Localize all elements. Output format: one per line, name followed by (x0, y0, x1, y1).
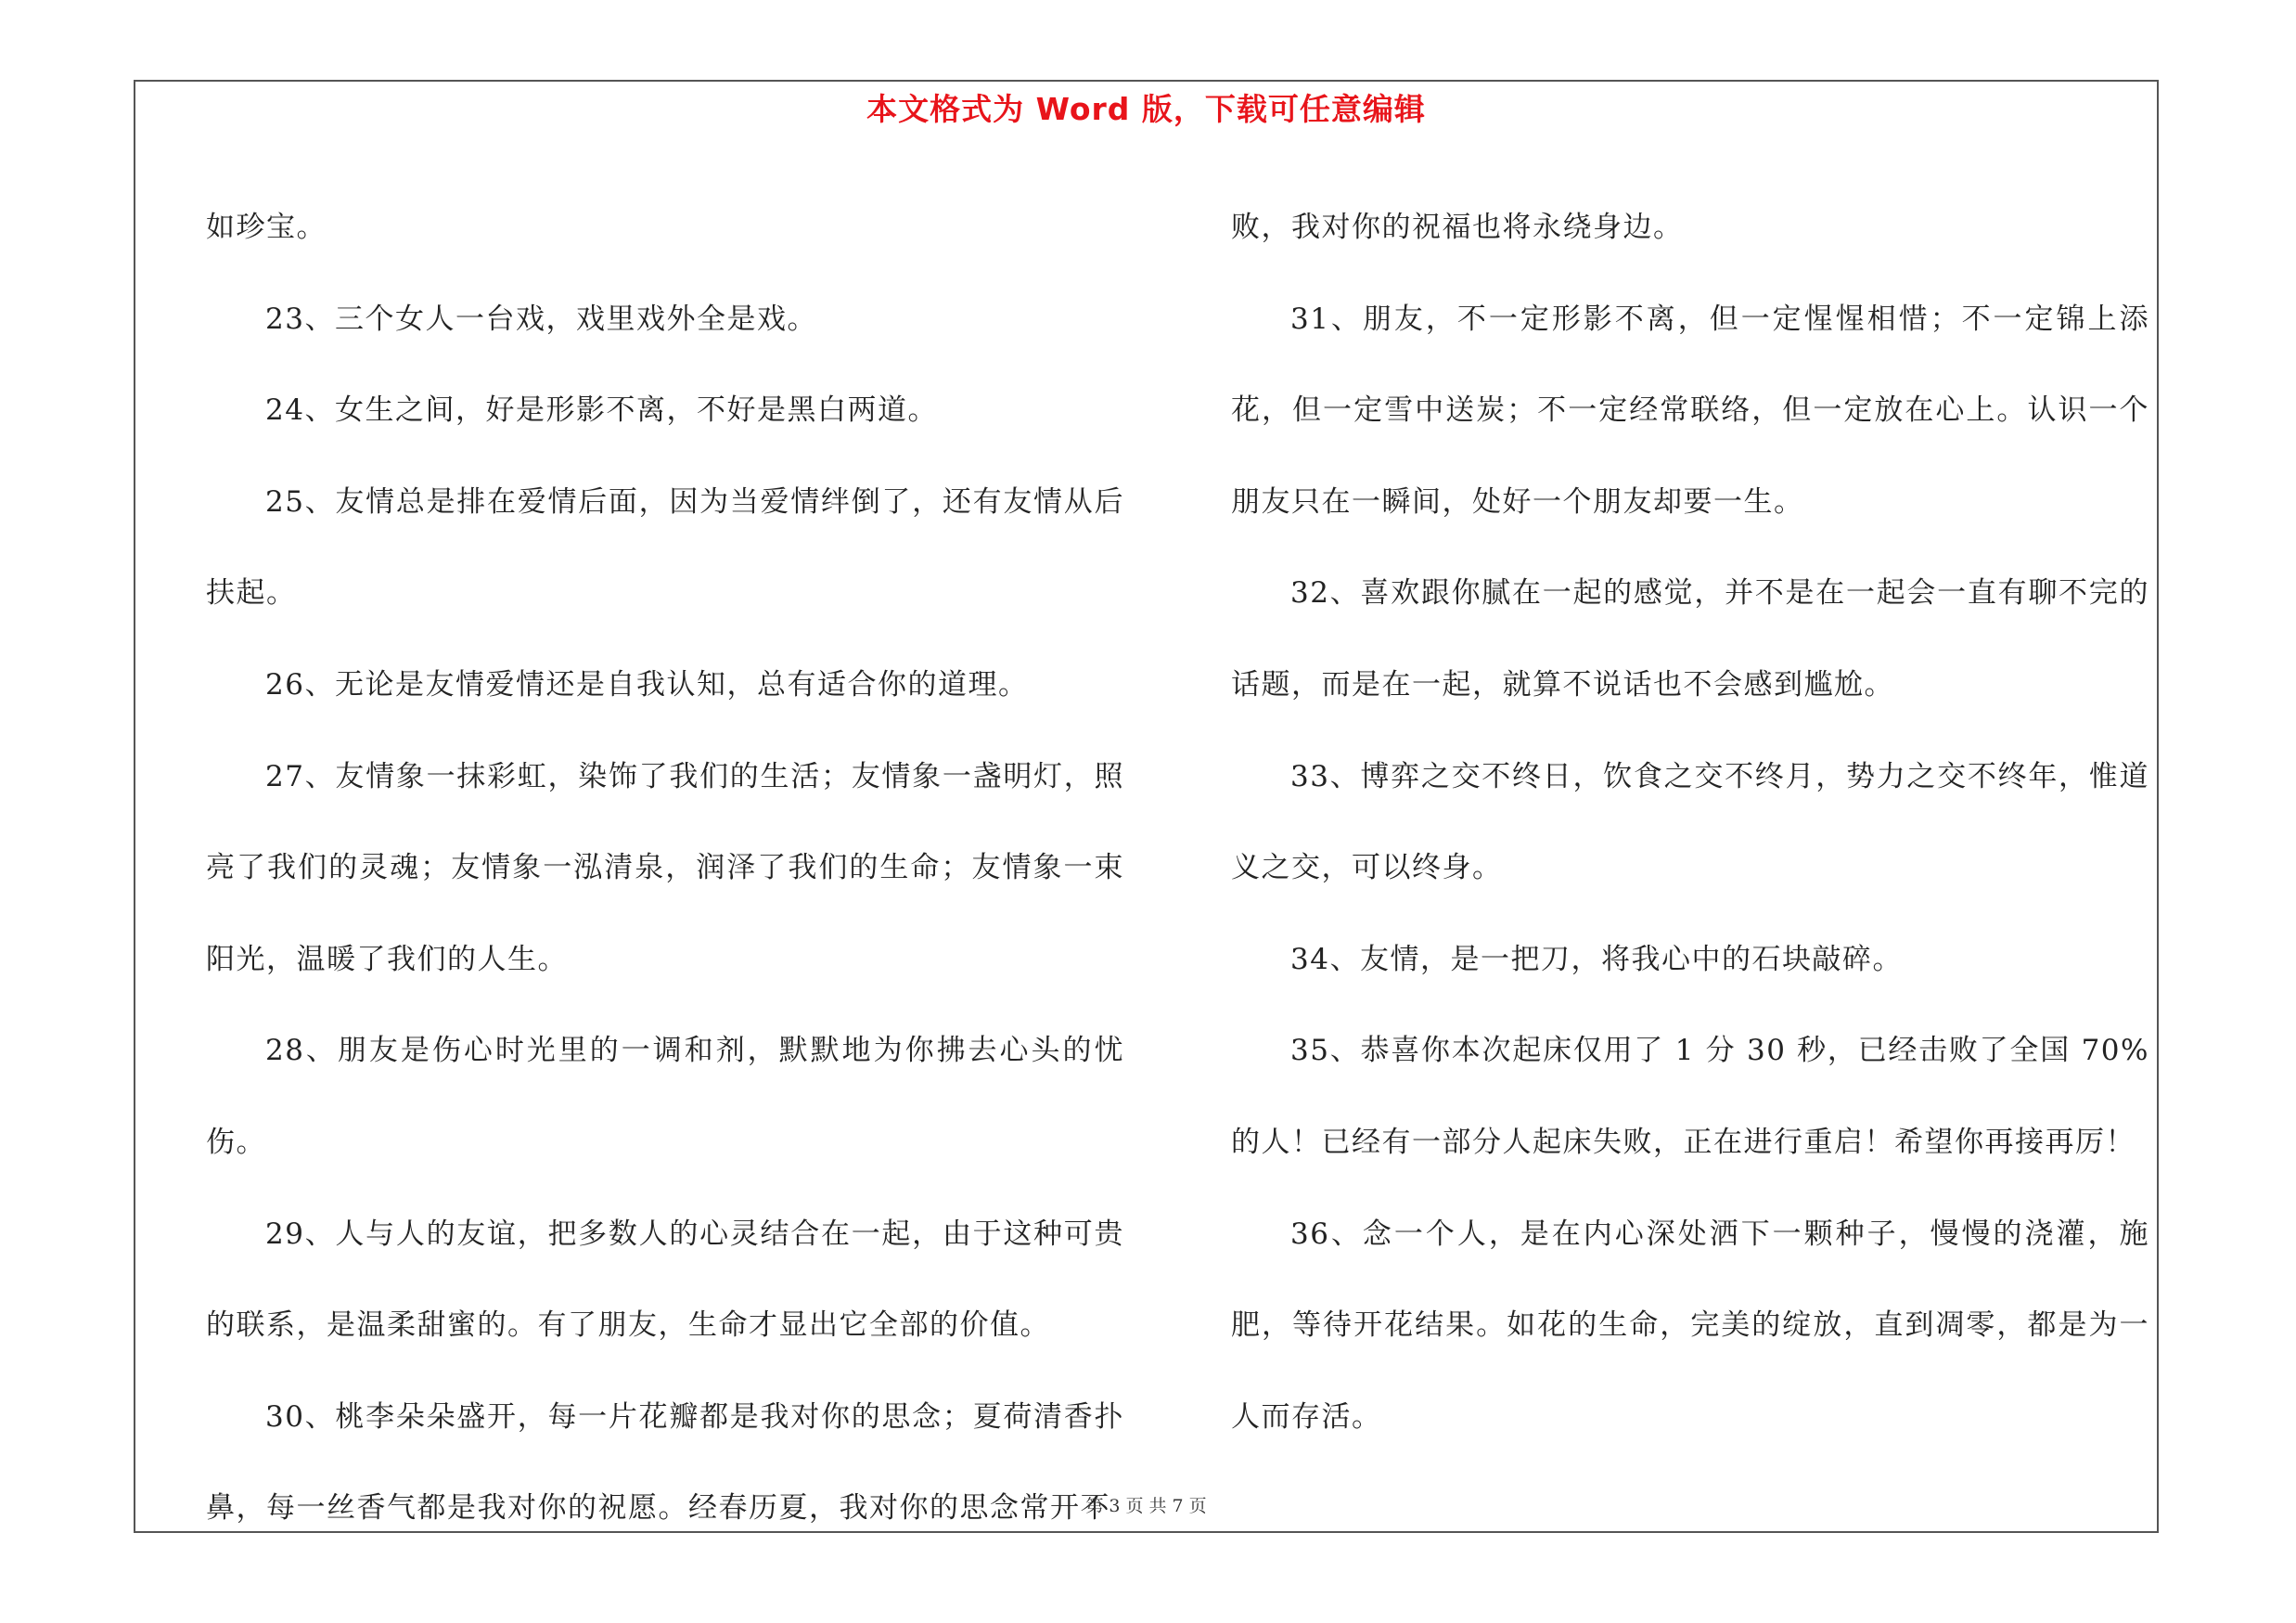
paragraph: 27、友情象一抹彩虹，染饰了我们的生活；友情象一盏明灯，照亮了我们的灵魂；友情象一泓清泉，润泽了我们的生命；友情象一束阳光，温暖了我们的人生。 (206, 759, 1124, 976)
paragraph: 31、朋友，不一定形影不离，但一定惺惺相惜；不一定锦上添花，但一定雪中送炭；不一定经常联络，但一定放在心上。认识一个朋友只在一瞬间，处好一个朋友却要一生。 (1231, 302, 2149, 519)
left-text-column (206, 182, 1124, 1554)
paragraph: 28、朋友是伤心时光里的一调和剂，默默地为你拂去心头的忧伤。 (206, 1034, 1124, 1159)
paragraph: 如珍宝。 (206, 211, 327, 244)
paragraph: 32、喜欢跟你腻在一起的感觉，并不是在一起会一直有聊不完的话题，而是在一起，就算不说话也不会感到尴尬。 (1231, 576, 2149, 702)
paragraph: 败，我对你的祝福也将永绕身边。 (1231, 211, 1684, 244)
right-text-column (1231, 182, 2149, 1462)
paragraph: 36、念一个人，是在内心深处洒下一颗种子，慢慢的浇灌，施肥，等待开花结果。如花的生命，完美的绽放，直到凋零，都是为一人而存活。 (1231, 1217, 2149, 1434)
paragraph: 23、三个女人一台戏，戏里戏外全是戏。 (265, 302, 817, 336)
word-format-banner: 本文格式为 Word 版，下载可任意编辑 (866, 91, 1426, 127)
paragraph: 33、博弈之交不终日，饮食之交不终月，势力之交不终年，惟道义之交，可以终身。 (1231, 759, 2149, 885)
page-number-footer: 第 3 页 共 7 页 (1085, 1496, 1207, 1516)
paragraph: 24、女生之间，好是形影不离，不好是黑白两道。 (265, 393, 938, 428)
paragraph: 25、友情总是排在爱情后面，因为当爱情绊倒了，还有友情从后扶起。 (206, 484, 1124, 611)
paragraph: 26、无论是友情爱情还是自我认知，总有适合你的道理。 (265, 667, 1029, 702)
paragraph: 30、桃李朵朵盛开，每一片花瓣都是我对你的思念；夏荷清香扑鼻，每一丝香气都是我对你的祝愿。经春历夏，我对你的思念常开不 (206, 1399, 1124, 1526)
paragraph: 29、人与人的友谊，把多数人的心灵结合在一起，由于这种可贵的联系，是温柔甜蜜的。有了朋友，生命才显出它全部的价值。 (206, 1217, 1124, 1343)
paragraph: 34、友情，是一把刀，将我心中的石块敲碎。 (1290, 942, 1903, 976)
paragraph: 35、恭喜你本次起床仅用了 1 分 30 秒，已经击败了全国 70%的人！已经有一部分人起床失败，正在进行重启！希望你再接再厉！ (1231, 1034, 2149, 1159)
